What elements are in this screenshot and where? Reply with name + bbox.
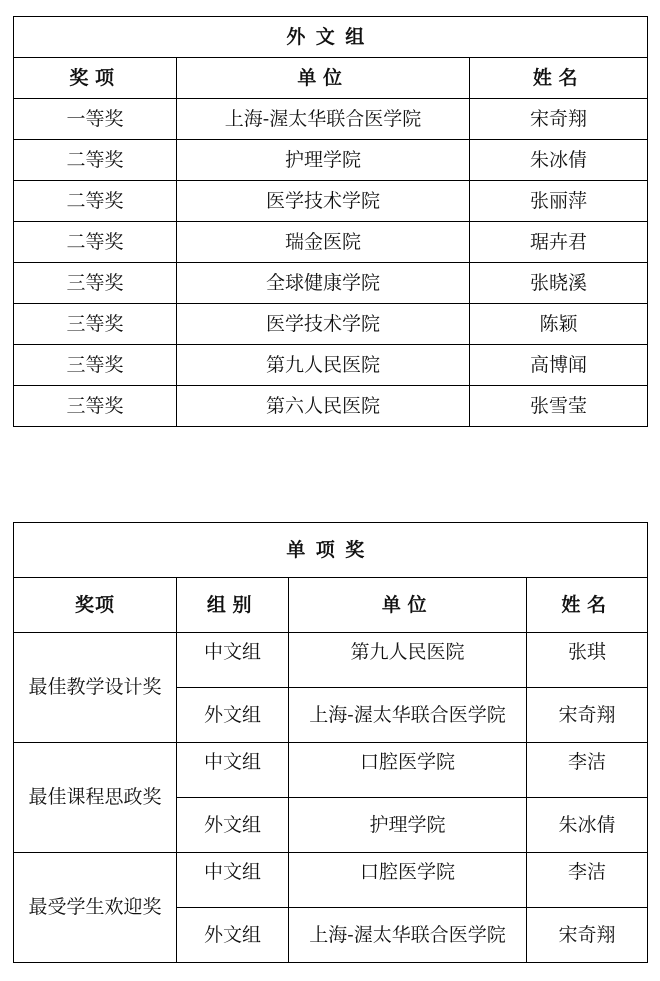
group-cell: 中文组 [177,853,289,908]
award-cell: 二等奖 [14,140,177,181]
award-cell: 最佳课程思政奖 [14,743,177,853]
name-cell: 琚卉君 [470,222,648,263]
award-cell: 二等奖 [14,181,177,222]
name-cell: 张晓溪 [470,263,648,304]
group-cell: 外文组 [177,688,289,743]
group-cell: 外文组 [177,908,289,963]
name-cell: 宋奇翔 [470,99,648,140]
award-cell: 最受学生欢迎奖 [14,853,177,963]
name-cell: 李洁 [527,853,648,908]
award-cell: 二等奖 [14,222,177,263]
table-row [14,181,648,222]
header-award: 奖项 [14,58,177,99]
individual-awards-table [13,522,648,963]
header-unit: 单位 [177,58,470,99]
name-cell: 张丽萍 [470,181,648,222]
unit-cell: 口腔医学院 [289,853,527,908]
group-cell: 中文组 [177,743,289,798]
unit-cell: 全球健康学院 [177,263,470,304]
unit-cell: 医学技术学院 [177,304,470,345]
name-cell: 宋奇翔 [527,908,648,963]
header-unit: 单位 [289,578,527,633]
table-row [14,853,648,908]
header-name: 姓名 [470,58,648,99]
unit-cell: 第九人民医院 [289,633,527,688]
group-cell: 外文组 [177,798,289,853]
name-cell: 张琪 [527,633,648,688]
table-title-row [14,17,648,58]
unit-cell: 上海-渥太华联合医学院 [177,99,470,140]
header-award: 奖项 [14,578,177,633]
unit-cell: 上海-渥太华联合医学院 [289,688,527,743]
award-cell: 三等奖 [14,263,177,304]
table-row [14,99,648,140]
header-group: 组别 [177,578,289,633]
table-header-row [14,58,648,99]
group-cell: 中文组 [177,633,289,688]
award-cell: 三等奖 [14,345,177,386]
unit-cell: 口腔医学院 [289,743,527,798]
table-row [14,386,648,427]
unit-cell: 上海-渥太华联合医学院 [289,908,527,963]
unit-cell: 护理学院 [177,140,470,181]
award-cell: 三等奖 [14,386,177,427]
award-cell: 一等奖 [14,99,177,140]
header-name: 姓名 [527,578,648,633]
table-title-row [14,523,648,578]
table-header-row [14,578,648,633]
unit-cell: 医学技术学院 [177,181,470,222]
table-row [14,633,648,688]
table-row [14,345,648,386]
table-row [14,304,648,345]
table-row [14,743,648,798]
unit-cell: 瑞金医院 [177,222,470,263]
table-title: 单项奖 [14,523,648,578]
name-cell: 李洁 [527,743,648,798]
unit-cell: 第九人民医院 [177,345,470,386]
table-row [14,263,648,304]
unit-cell: 护理学院 [289,798,527,853]
name-cell: 宋奇翔 [527,688,648,743]
table-row [14,140,648,181]
table-row [14,222,648,263]
award-cell: 最佳教学设计奖 [14,633,177,743]
name-cell: 张雪莹 [470,386,648,427]
name-cell: 高博闻 [470,345,648,386]
name-cell: 朱冰倩 [527,798,648,853]
unit-cell: 第六人民医院 [177,386,470,427]
table-title: 外文组 [14,17,648,58]
foreign-language-group-table [13,16,648,427]
name-cell: 陈颖 [470,304,648,345]
award-cell: 三等奖 [14,304,177,345]
name-cell: 朱冰倩 [470,140,648,181]
